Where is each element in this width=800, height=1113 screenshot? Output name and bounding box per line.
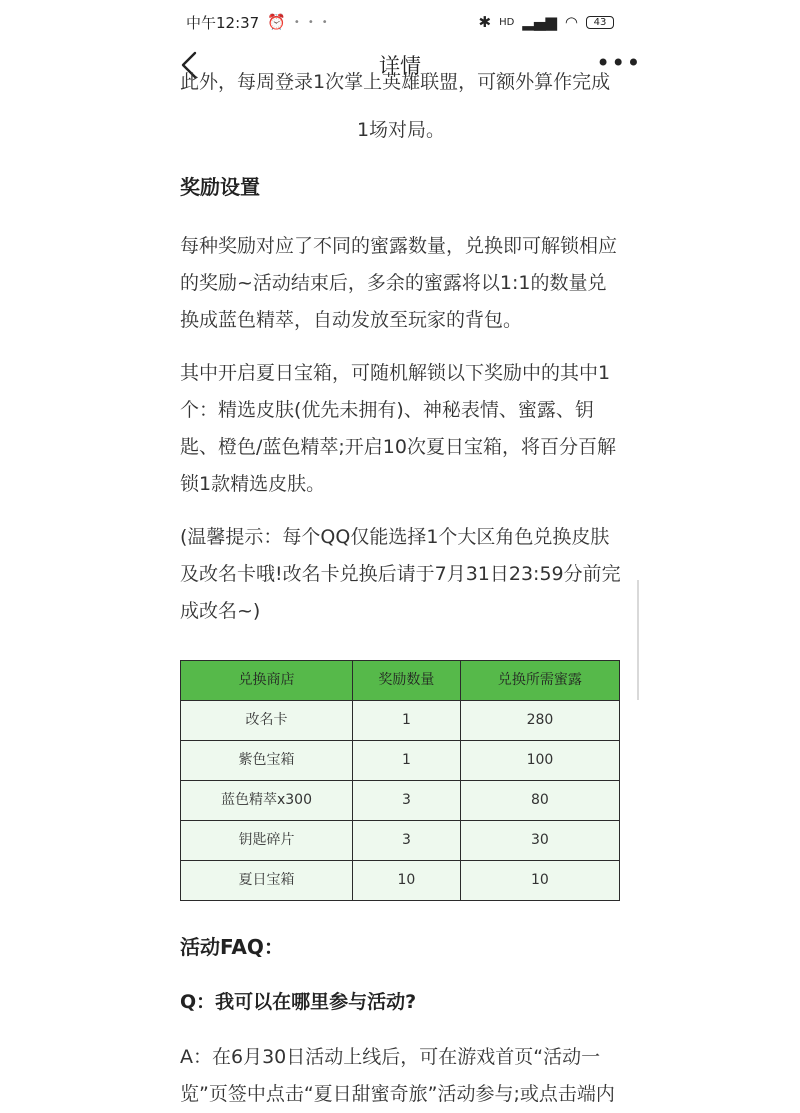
table-row — [181, 781, 620, 821]
table-cell: 蓝色精萃x300 — [181, 781, 353, 821]
table-cell: 80 — [460, 781, 619, 821]
table-cell: 10 — [352, 861, 460, 901]
faq-answer-line-1: A：在6月30日活动上线后，可在游戏首页“活动一 — [180, 1046, 601, 1068]
scrollbar[interactable] — [637, 580, 639, 700]
table-cell: 钥匙碎片 — [181, 821, 353, 861]
reward-paragraph-3: (温馨提示：每个QQ仅能选择1个大区角色兑换皮肤及改名卡哦!改名卡兑换后请于7月31日23:59分前完成改名~) — [180, 526, 621, 622]
table-header: 奖励数量 — [352, 661, 460, 701]
table-cell: 夏日宝箱 — [181, 861, 353, 901]
alarm-icon: ⏰ — [267, 13, 286, 31]
bluetooth-icon: ✱ — [478, 13, 492, 31]
table-header-row — [181, 661, 620, 701]
notification-icon-2: • — [307, 16, 314, 28]
cut-off-line: 此外，每周登录1次掌上英雄联盟，可额外算作完成 — [180, 71, 611, 93]
table-cell: 100 — [460, 741, 619, 781]
reward-heading: 奖励设置 — [180, 175, 260, 199]
table-cell: 紫色宝箱 — [181, 741, 353, 781]
table-cell: 3 — [352, 781, 460, 821]
table-row — [181, 861, 620, 901]
reward-paragraph-1: 每种奖励对应了不同的蜜露数量，兑换即可解锁相应的奖励~活动结束后，多余的蜜露将以1:1的数量兑换成蓝色精萃，自动发放至玩家的背包。 — [180, 235, 618, 331]
status-left — [186, 12, 328, 33]
table-cell: 1 — [352, 701, 460, 741]
reward-table — [180, 660, 620, 901]
status-time: 中午12:37 — [186, 13, 260, 32]
table-row — [181, 701, 620, 741]
table-cell: 280 — [460, 701, 619, 741]
signal-hd-icon: HD — [499, 16, 515, 28]
table-cell: 3 — [352, 821, 460, 861]
table-row — [181, 741, 620, 781]
table-cell: 10 — [460, 861, 619, 901]
status-right — [478, 13, 614, 31]
more-options-icon[interactable]: ••• — [596, 49, 642, 77]
article-content — [180, 71, 622, 1105]
page-title: 详情 — [379, 54, 421, 78]
table-row — [181, 821, 620, 861]
table-cell: 1 — [352, 741, 460, 781]
notification-icon: • — [293, 16, 300, 28]
cellular-signal-icon: ▂▄▆ — [522, 13, 557, 31]
battery-icon: 43 — [586, 16, 614, 29]
faq-question: Q：我可以在哪里参与活动? — [180, 991, 417, 1013]
table-header: 兑换所需蜜露 — [460, 661, 619, 701]
table-header: 兑换商店 — [181, 661, 353, 701]
faq-answer-line-2: 览”页签中点击“夏日甜蜜奇旅”活动参与;或点击端内 — [180, 1083, 615, 1105]
table-cell: 改名卡 — [181, 701, 353, 741]
wifi-icon: ◠ — [564, 13, 578, 31]
table-cell: 30 — [460, 821, 619, 861]
reward-paragraph-2: 其中开启夏日宝箱，可随机解锁以下奖励中的其中1个：精选皮肤(优先未拥有)、神秘表情、蜜露、钥匙、橙色/蓝色精萃;开启10次夏日宝箱，将百分百解锁1款精选皮肤。 — [180, 362, 616, 495]
faq-heading: 活动FAQ： — [180, 935, 284, 959]
status-bar — [0, 0, 800, 44]
notification-icon-3: • — [321, 16, 328, 28]
continuation-line: 1场对局。 — [356, 119, 446, 141]
